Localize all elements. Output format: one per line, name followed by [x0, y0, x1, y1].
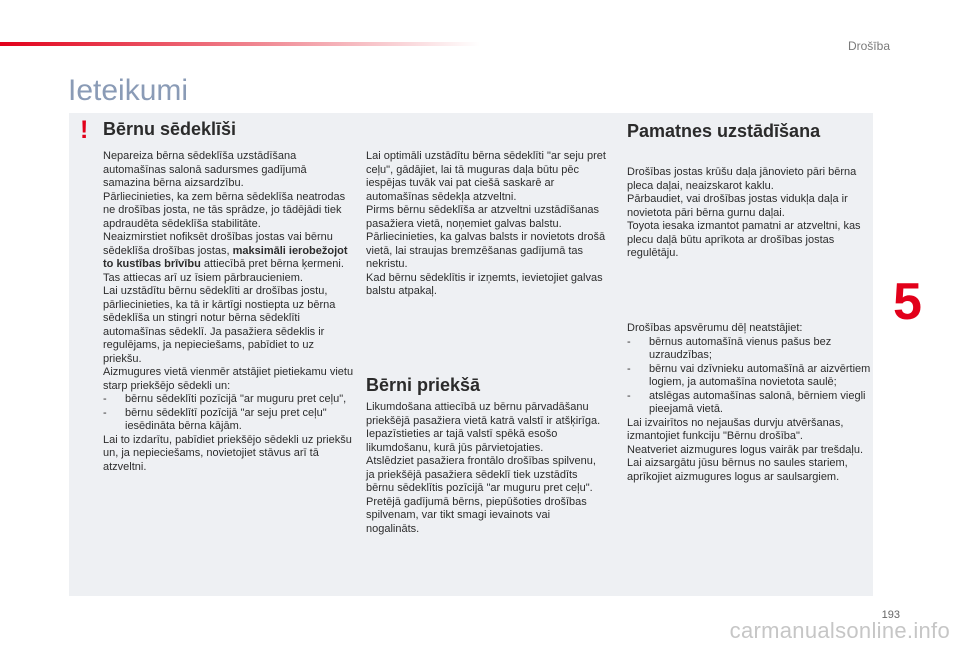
bold-text: maksimāli ierobežojot to kustības brīvību — [103, 244, 348, 270]
paragraph: Neatveriet aizmugures logus vairāk par trešdaļu. — [627, 443, 864, 456]
heading-children-front: Bērni priekšā — [366, 375, 481, 395]
paragraph: Lai to izdarītu, pabīdiet priekšējo sēdekli uz priekšu un, ja nepieciešams, novietojiet stāvus arī tā atzveltni. — [103, 433, 352, 473]
paragraph: Aizmugures vietā vienmēr atstājiet pietiekamu vietu starp priekšējo sēdekli un: — [103, 366, 354, 392]
list-item-text: bērnus automašīnā vienus pašus bez uzraudzības; — [649, 335, 832, 361]
paragraph: Lai uzstādītu bērnu sēdeklīti ar drošības jostu, pārliecinieties, ka tā ir kārtīgi nostiepta uz bērna sēdeklīša un stingri notur bērna sēdeklīti automašīnas sēdeklī. Ja pasažiera sēdeklis ir regulējams, ja nepieciešams, pabīdiet to uz priekšu. — [103, 285, 336, 365]
paragraph: Pārliecinieties, ka galvas balsts ir novietots drošā vietā, lai straujas bremzēšanas gadījumā tas nekristu. — [366, 231, 606, 270]
paragraph: Kad bērnu sēdeklītis ir izņemts, ievietojiet galvas balstu atpakaļ. — [366, 271, 603, 297]
paragraph: Likumdošana attiecībā uz bērnu pārvadāšanu priekšējā pasažiera vietā katrā valstī ir atšķirīga. Iepazīstieties ar tajā valstī spēkā esošo likumdošanu, kurā jūs pārvietojaties. — [366, 401, 601, 454]
page-number: 193 — [881, 609, 900, 621]
list-item: - bērnu sēdeklītī pozīcijā "ar seju pret ceļu" iesēdināta bērna kājām. — [103, 406, 327, 432]
paragraph: Lai optimāli uzstādītu bērna sēdeklīti "ar seju pret ceļu", gādājiet, lai tā muguras daļa būtu pēc iespējas tuvāk vai pat ciešā saskarē ar automašīnas sēdekļa atzveltni. — [366, 150, 606, 203]
chapter-number: 5 — [893, 273, 922, 331]
watermark: carmanualsonline.info — [729, 618, 950, 643]
list-item-text: bērnu sēdeklīti pozīcijā "ar muguru pret ceļu", — [125, 393, 347, 405]
list-item: - bērnus automašīnā vienus pašus bez uzraudzības; — [627, 335, 832, 361]
page-title: Ieteikumi — [68, 74, 189, 107]
list-item: - bērnu sēdeklīti pozīcijā "ar muguru pret ceļu", — [103, 393, 347, 405]
list-item: - atslēgas automašīnas salonā, bērniem viegli pieejamā vietā. — [627, 389, 866, 415]
column-safety-notes — [627, 322, 871, 484]
paragraph: Pārbaudiet, vai drošības jostas vidukļa daļa ir novietota pāri bērna gurnu daļai. — [627, 193, 848, 219]
paragraph: Lai aizsargātu jūsu bērnus no saules stariem, aprīkojiet aizmugures logus ar saulsargiem. — [627, 457, 848, 483]
column-children-front — [366, 401, 606, 536]
paragraph: Atslēdziet pasažiera frontālo drošības spilvenu, ja priekšējā pasažiera sēdeklī tiek uzstādīts bērnu sēdeklītis pozīcijā "ar muguru pret ceļu". Pretējā gadījumā bērns, piepūšoties drošības spilvenam, var tikt smagi ievainots vai nogalināts. — [366, 455, 596, 535]
list-item-text: bērnu vai dzīvnieku automašīnā ar aizvērtiem logiem, ja automašīna novietota saulē; — [649, 362, 871, 388]
heading-booster-install: Pamatnes uzstādīšana — [627, 121, 821, 141]
heading-child-seats: Bērnu sēdeklīši — [103, 119, 237, 139]
paragraph: Toyota iesaka izmantot pamatni ar atzveltni, kas plecu daļā būtu aprīkota ar drošības jostas regulētāju. — [627, 220, 861, 259]
list-item-text: atslēgas automašīnas salonā, bērniem viegli pieejamā vietā. — [649, 389, 866, 415]
list-item: - bērnu vai dzīvnieku automašīnā ar aizvērtiem logiem, ja automašīna novietota saulē; — [627, 362, 871, 388]
paragraph: Drošības apsvērumu dēļ neatstājiet: — [627, 322, 803, 334]
warning-icon: ! — [80, 116, 89, 144]
section-label: Drošība — [847, 39, 890, 53]
paragraph: Drošības jostas krūšu daļa jānovieto pāri bērna pleca daļai, neaizskarot kaklu. — [627, 166, 857, 192]
paragraph: Pārliecinieties, ka zem bērna sēdeklīša neatrodas ne drošības josta, ne tās sprādze, jo tādējādi tiek apdraudēta sēdeklīša stabilitāte. — [103, 190, 346, 230]
text-span: attiecībā pret bērna ķermeni. Tas attiecas arī uz īsiem pārbraucieniem. — [103, 258, 344, 284]
paragraph: Lai izvairītos no nejaušas durvju atvēršanas, izmantojiet funkciju "Bērnu drošība". — [627, 416, 844, 442]
paragraph: Pirms bērnu sēdeklīša ar atzveltni uzstādīšanas pasažiera vietā, noņemiet galvas balstu. — [366, 204, 599, 230]
list-item-text: bērnu sēdeklītī pozīcijā "ar seju pret ceļu" iesēdināta bērna kājām. — [125, 406, 327, 432]
column-seat-install — [366, 150, 606, 299]
paragraph — [103, 231, 355, 285]
column-child-seats — [103, 150, 355, 474]
paragraph: Nepareiza bērna sēdeklīša uzstādīšana automašīnas salonā sadursmes gadījumā samazina bērna aizsardzību. — [103, 150, 307, 189]
header-accent-bar — [0, 42, 480, 46]
text-span: Neaizmirstiet nofiksēt drošības jostas vai bērnu sēdeklīša drošības jostas, — [103, 231, 333, 257]
column-booster-install — [627, 166, 871, 261]
